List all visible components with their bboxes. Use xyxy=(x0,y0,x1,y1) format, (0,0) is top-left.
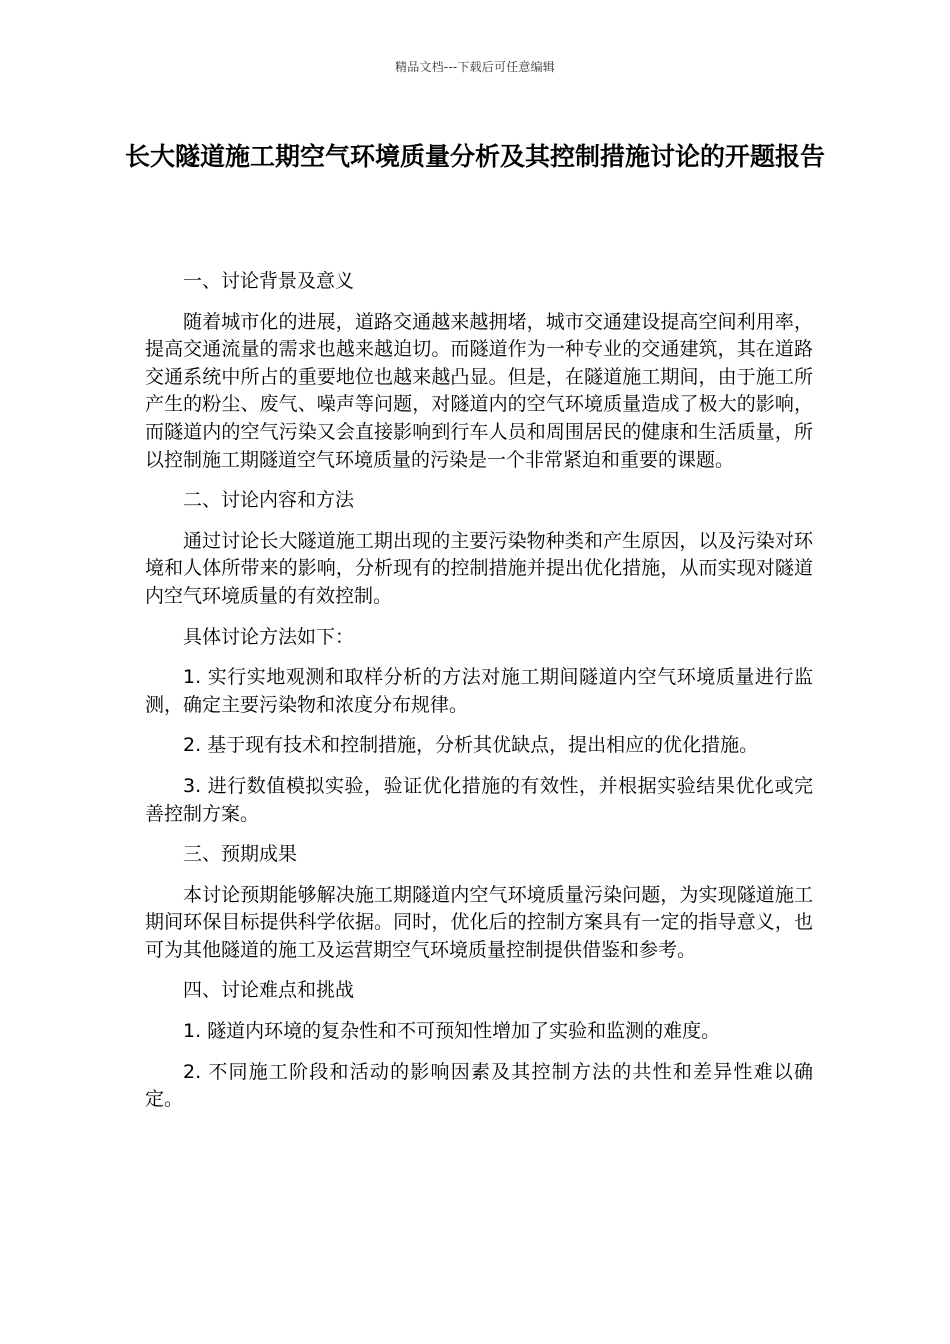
list-item-method-3: 3. 进行数值模拟实验，验证优化措施的有效性，并根据实验结果优化或完善控制方案。 xyxy=(145,774,813,825)
document-title: 长大隧道施工期空气环境质量分析及其控制措施讨论的开题报告 xyxy=(124,142,825,171)
paragraph-methods-intro: 具体讨论方法如下： xyxy=(183,625,355,648)
document-body xyxy=(145,268,813,1127)
list-item-challenge-2: 2. 不同施工阶段和活动的影响因素及其控制方法的共性和差异性难以确定。 xyxy=(145,1060,813,1111)
paragraph-background: 随着城市化的进展，道路交通越来越拥堵，城市交通建设提高空间利用率，提高交通流量的需求也越来越迫切。而隧道作为一种专业的交通建筑，其在道路交通系统中所占的重要地位也越来越凸显。但是，在隧道施工期间，由于施工所产生的粉尘、废气、噪声等问题，对隧道内的空气环境质量造成了极大的影响，而隧道内的空气污染又会直接影响到行车人员和周围居民的健康和生活质量，所以控制施工期隧道空气环境质量的污染是一个非常紧迫和重要的课题。 xyxy=(145,310,813,471)
section-heading-background: 一、讨论背景及意义 xyxy=(183,270,355,292)
paragraph-expected-results: 本讨论预期能够解决施工期隧道内空气环境质量污染问题，为实现隧道施工期间环保目标提供科学依据。同时，优化后的控制方案具有一定的指导意义，也可为其他隧道的施工及运营期空气环境质量控制提供借鉴和参考。 xyxy=(145,883,813,961)
list-item-method-1: 1. 实行实地观测和取样分析的方法对施工期间隧道内空气环境质量进行监测，确定主要污染物和浓度分布规律。 xyxy=(145,666,813,716)
section-heading-content-methods: 二、讨论内容和方法 xyxy=(183,489,355,512)
list-item-challenge-1: 1. 隧道内环境的复杂性和不可预知性增加了实验和监测的难度。 xyxy=(183,1020,721,1043)
section-heading-expected-results: 三、预期成果 xyxy=(183,843,298,866)
section-heading-challenges: 四、讨论难点和挑战 xyxy=(183,979,355,1002)
paragraph-content: 通过讨论长大隧道施工期出现的主要污染物种类和产生原因，以及污染对环境和人体所带来的影响，分析现有的控制措施并提出优化措施，从而实现对隧道内空气环境质量的有效控制。 xyxy=(145,529,813,607)
list-item-method-2: 2. 基于现有技术和控制措施，分析其优缺点，提出相应的优化措施。 xyxy=(183,734,759,757)
page-header-note: 精品文档---下载后可任意编辑 xyxy=(395,60,555,74)
